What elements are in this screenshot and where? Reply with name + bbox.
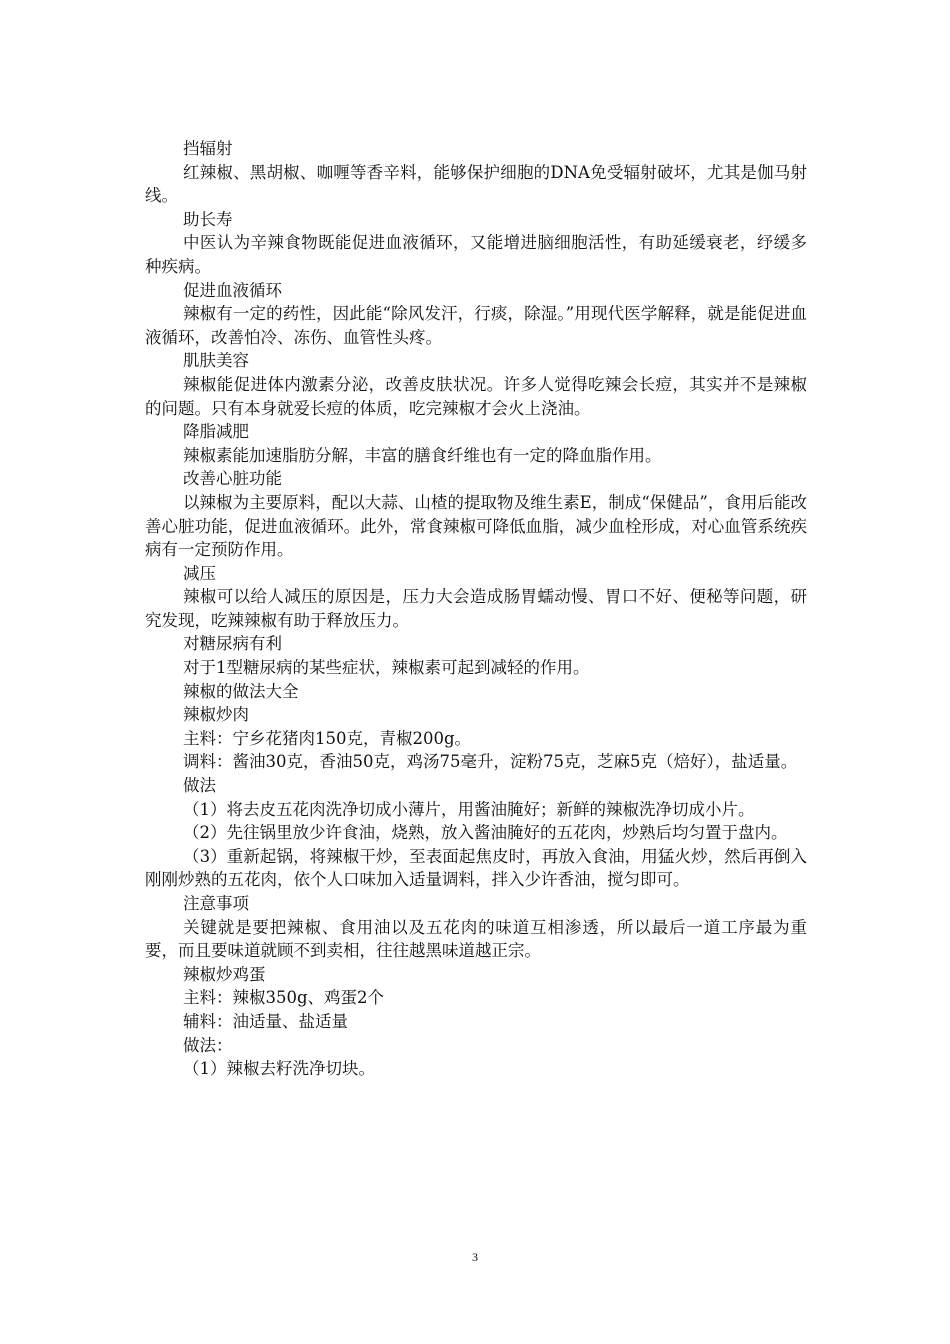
method-step: （2）先往锅里放少许食油，烧熟，放入酱油腌好的五花肉，炒熟后均匀置于盘内。: [183, 823, 788, 843]
recipe-title: 辣椒炒肉: [183, 705, 249, 725]
section-heading: 肌肤美容: [183, 351, 249, 371]
method-step: （3）重新起锅，将辣椒干炒，至表面起焦皮时，再放入食油，用猛火炒，然后再倒入刚刚炒熟的五花肉，依个人口味加入适量调料，拌入少许香油，搅匀即可。: [145, 846, 807, 890]
ingredients-main: 主料：宁乡花猪肉150克，青椒200g。: [183, 728, 472, 748]
page-number: 3: [472, 1250, 478, 1264]
section-heading: 助长寿: [183, 209, 233, 229]
recipe-title: 辣椒炒鸡蛋: [183, 964, 266, 984]
section-heading: 挡辐射: [183, 139, 233, 158]
section-heading: 辣椒的做法大全: [183, 681, 299, 701]
paragraph: 以辣椒为主要原料，配以大蒜、山楂的提取物及维生素E，制成“保健品”，食用后能改善心脏功能，促进血液循环。此外，常食辣椒可降低血脂，减少血栓形成，对心血管系统疾病有一定预防作用。: [145, 492, 807, 560]
notes-heading: 注意事项: [183, 894, 249, 913]
ingredients-main: 主料：辣椒350g、鸡蛋2个: [183, 988, 385, 1008]
paragraph: 辣椒有一定的药性，因此能“除风发汗，行痰，除湿。”用现代医学解释，就是能促进血液循环，改善怕冷、冻伤、血管性头疼。: [145, 304, 807, 347]
method-heading: 做法：: [183, 1035, 233, 1055]
section-heading: 改善心脏功能: [183, 469, 282, 489]
method-heading: 做法: [183, 776, 216, 796]
method-step: （1）辣椒去籽洗净切块。: [183, 1059, 375, 1079]
ingredients-seasoning: 调料：酱油30克，香油50克，鸡汤75毫升，淀粉75克，芝麻5克（焙好），盐适量。: [183, 752, 798, 772]
method-step: （1）将去皮五花肉洗净切成小薄片，用酱油腌好；新鲜的辣椒洗净切成小片。: [183, 799, 755, 819]
section-heading: 减压: [183, 563, 216, 583]
paragraph: 辣椒可以给人减压的原因是，压力大会造成肠胃蠕动慢、胃口不好、便秘等问题，研究发现，吃辣辣椒有助于释放压力。: [145, 587, 807, 630]
document-body: [145, 137, 807, 1081]
section-heading: 降脂减肥: [183, 422, 249, 442]
ingredients-auxiliary: 辅料：油适量、盐适量: [183, 1011, 348, 1031]
paragraph: 辣椒素能加速脂肪分解，丰富的膳食纤维也有一定的降血脂作用。: [183, 445, 662, 465]
section-heading: 对糖尿病有利: [183, 634, 282, 654]
paragraph: 辣椒能促进体内激素分泌，改善皮肤状况。许多人觉得吃辣会长痘，其实并不是辣椒的问题。只有本身就爱长痘的体质，吃完辣椒才会火上浇油。: [145, 374, 807, 418]
paragraph: 中医认为辛辣食物既能促进血液循环，又能增进脑细胞活性，有助延缓衰老，纾缓多种疾病。: [145, 233, 807, 276]
section-heading: 促进血液循环: [183, 280, 282, 300]
paragraph: 红辣椒、黑胡椒、咖喱等香辛料，能够保护细胞的DNA免受辐射破坏，尤其是伽马射线。: [145, 162, 807, 206]
notes-paragraph: 关键就是要把辣椒、食用油以及五花肉的味道互相渗透，所以最后一道工序最为重要，而且要味道就顾不到卖相，往往越黑味道越正宗。: [145, 917, 807, 961]
paragraph: 对于1型糖尿病的某些症状，辣椒素可起到减轻的作用。: [183, 658, 590, 678]
